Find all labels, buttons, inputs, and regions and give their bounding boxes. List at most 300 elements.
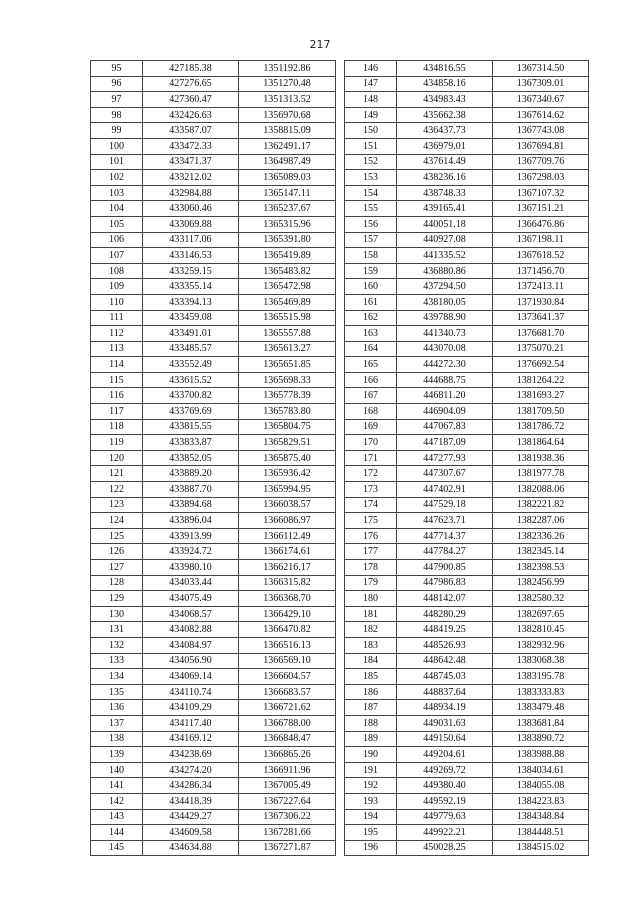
y-coordinate-cell: 1366429.10	[239, 606, 336, 622]
x-coordinate-cell: 448642.48	[397, 653, 493, 669]
point-number-cell: 129	[91, 591, 143, 607]
x-coordinate-cell: 447307.67	[397, 466, 493, 482]
point-number-cell: 145	[91, 840, 143, 856]
point-number-cell: 160	[345, 279, 397, 295]
table-row	[91, 840, 336, 856]
table-row	[91, 388, 336, 404]
x-coordinate-cell: 447277.93	[397, 450, 493, 466]
x-coordinate-cell: 435662.38	[397, 107, 493, 123]
x-coordinate-cell: 449380.40	[397, 778, 493, 794]
y-coordinate-cell: 1384223.83	[493, 793, 589, 809]
point-number-cell: 109	[91, 279, 143, 295]
table-row	[91, 419, 336, 435]
table-row	[91, 107, 336, 123]
table-row	[91, 138, 336, 154]
point-number-cell: 190	[345, 747, 397, 763]
table-row	[345, 326, 589, 342]
y-coordinate-cell: 1366315.82	[239, 575, 336, 591]
x-coordinate-cell: 447067.83	[397, 419, 493, 435]
table-row	[345, 513, 589, 529]
x-coordinate-cell: 434609.58	[143, 825, 239, 841]
point-number-cell: 98	[91, 107, 143, 123]
y-coordinate-cell: 1383195.78	[493, 669, 589, 685]
x-coordinate-cell: 449779.63	[397, 809, 493, 825]
point-number-cell: 159	[345, 263, 397, 279]
y-coordinate-cell: 1366848.47	[239, 731, 336, 747]
x-coordinate-cell: 449204.61	[397, 747, 493, 763]
point-number-cell: 165	[345, 357, 397, 373]
x-coordinate-cell: 449592.19	[397, 793, 493, 809]
x-coordinate-cell: 433887.70	[143, 482, 239, 498]
table-row	[91, 513, 336, 529]
point-number-cell: 153	[345, 170, 397, 186]
point-number-cell: 154	[345, 185, 397, 201]
table-row	[345, 201, 589, 217]
x-coordinate-cell: 432984.88	[143, 185, 239, 201]
point-number-cell: 125	[91, 528, 143, 544]
table-row	[345, 840, 589, 856]
x-coordinate-cell: 438180.05	[397, 294, 493, 310]
table-row	[91, 326, 336, 342]
y-coordinate-cell: 1365778.39	[239, 388, 336, 404]
y-coordinate-cell: 1367743.08	[493, 123, 589, 139]
table-row	[91, 575, 336, 591]
y-coordinate-cell: 1358815.09	[239, 123, 336, 139]
point-number-cell: 169	[345, 419, 397, 435]
x-coordinate-cell: 437294.50	[397, 279, 493, 295]
x-coordinate-cell: 440051.18	[397, 216, 493, 232]
y-coordinate-cell: 1366516.13	[239, 637, 336, 653]
y-coordinate-cell: 1381786.72	[493, 419, 589, 435]
point-number-cell: 97	[91, 92, 143, 108]
y-coordinate-cell: 1367271.87	[239, 840, 336, 856]
coordinates-table-left-body	[91, 61, 336, 856]
y-coordinate-cell: 1366788.00	[239, 715, 336, 731]
x-coordinate-cell: 434075.49	[143, 591, 239, 607]
table-row	[345, 388, 589, 404]
table-row	[345, 263, 589, 279]
x-coordinate-cell: 433889.20	[143, 466, 239, 482]
table-row	[91, 279, 336, 295]
x-coordinate-cell: 433815.55	[143, 419, 239, 435]
table-row	[91, 123, 336, 139]
table-row	[345, 216, 589, 232]
x-coordinate-cell: 433459.08	[143, 310, 239, 326]
x-coordinate-cell: 448745.03	[397, 669, 493, 685]
y-coordinate-cell: 1367618.52	[493, 248, 589, 264]
y-coordinate-cell: 1382287.06	[493, 513, 589, 529]
point-number-cell: 99	[91, 123, 143, 139]
point-number-cell: 164	[345, 341, 397, 357]
point-number-cell: 119	[91, 435, 143, 451]
point-number-cell: 140	[91, 762, 143, 778]
y-coordinate-cell: 1382345.14	[493, 544, 589, 560]
y-coordinate-cell: 1365089.03	[239, 170, 336, 186]
y-coordinate-cell: 1376692.54	[493, 357, 589, 373]
point-number-cell: 158	[345, 248, 397, 264]
table-row	[91, 482, 336, 498]
point-number-cell: 100	[91, 138, 143, 154]
table-row	[91, 310, 336, 326]
x-coordinate-cell: 433833.87	[143, 435, 239, 451]
table-row	[345, 232, 589, 248]
point-number-cell: 172	[345, 466, 397, 482]
table-row	[345, 404, 589, 420]
table-row	[91, 747, 336, 763]
x-coordinate-cell: 447986.83	[397, 575, 493, 591]
table-row	[345, 591, 589, 607]
x-coordinate-cell: 449922.21	[397, 825, 493, 841]
point-number-cell: 161	[345, 294, 397, 310]
table-row	[345, 92, 589, 108]
y-coordinate-cell: 1365315.96	[239, 216, 336, 232]
point-number-cell: 179	[345, 575, 397, 591]
y-coordinate-cell: 1384448.51	[493, 825, 589, 841]
table-row	[345, 107, 589, 123]
point-number-cell: 138	[91, 731, 143, 747]
point-number-cell: 195	[345, 825, 397, 841]
table-row	[91, 700, 336, 716]
y-coordinate-cell: 1367306.22	[239, 809, 336, 825]
y-coordinate-cell: 1381264.22	[493, 372, 589, 388]
y-coordinate-cell: 1382336.26	[493, 528, 589, 544]
table-row	[345, 669, 589, 685]
y-coordinate-cell: 1383479.48	[493, 700, 589, 716]
point-number-cell: 103	[91, 185, 143, 201]
table-row	[91, 76, 336, 92]
point-number-cell: 141	[91, 778, 143, 794]
x-coordinate-cell: 433552.49	[143, 357, 239, 373]
point-number-cell: 134	[91, 669, 143, 685]
x-coordinate-cell: 439165.41	[397, 201, 493, 217]
y-coordinate-cell: 1366604.57	[239, 669, 336, 685]
x-coordinate-cell: 447900.85	[397, 560, 493, 576]
point-number-cell: 155	[345, 201, 397, 217]
y-coordinate-cell: 1384034.61	[493, 762, 589, 778]
point-number-cell: 150	[345, 123, 397, 139]
x-coordinate-cell: 433491.01	[143, 326, 239, 342]
table-row	[345, 466, 589, 482]
y-coordinate-cell: 1382456.99	[493, 575, 589, 591]
x-coordinate-cell: 433355.14	[143, 279, 239, 295]
point-number-cell: 124	[91, 513, 143, 529]
point-number-cell: 107	[91, 248, 143, 264]
point-number-cell: 135	[91, 684, 143, 700]
x-coordinate-cell: 440927.08	[397, 232, 493, 248]
x-coordinate-cell: 434816.55	[397, 61, 493, 77]
x-coordinate-cell: 450028.25	[397, 840, 493, 856]
table-row	[345, 653, 589, 669]
x-coordinate-cell: 433896.04	[143, 513, 239, 529]
point-number-cell: 102	[91, 170, 143, 186]
y-coordinate-cell: 1365147.11	[239, 185, 336, 201]
point-number-cell: 117	[91, 404, 143, 420]
point-number-cell: 181	[345, 606, 397, 622]
coordinates-table-right-body	[345, 61, 589, 856]
y-coordinate-cell: 1365698.33	[239, 372, 336, 388]
point-number-cell: 122	[91, 482, 143, 498]
table-row	[91, 778, 336, 794]
y-coordinate-cell: 1365515.98	[239, 310, 336, 326]
x-coordinate-cell: 438236.16	[397, 170, 493, 186]
y-coordinate-cell: 1366865.26	[239, 747, 336, 763]
table-row	[345, 528, 589, 544]
table-row	[345, 778, 589, 794]
point-number-cell: 131	[91, 622, 143, 638]
table-row	[91, 731, 336, 747]
table-row	[91, 248, 336, 264]
point-number-cell: 170	[345, 435, 397, 451]
y-coordinate-cell: 1382810.45	[493, 622, 589, 638]
x-coordinate-cell: 441340.73	[397, 326, 493, 342]
x-coordinate-cell: 436880.86	[397, 263, 493, 279]
point-number-cell: 114	[91, 357, 143, 373]
x-coordinate-cell: 433924.72	[143, 544, 239, 560]
point-number-cell: 132	[91, 637, 143, 653]
y-coordinate-cell: 1366683.57	[239, 684, 336, 700]
point-number-cell: 120	[91, 450, 143, 466]
y-coordinate-cell: 1381693.27	[493, 388, 589, 404]
y-coordinate-cell: 1383681.84	[493, 715, 589, 731]
table-row	[345, 185, 589, 201]
table-row	[91, 170, 336, 186]
x-coordinate-cell: 433485.57	[143, 341, 239, 357]
x-coordinate-cell: 427360.47	[143, 92, 239, 108]
y-coordinate-cell: 1384348.84	[493, 809, 589, 825]
point-number-cell: 101	[91, 154, 143, 170]
x-coordinate-cell: 433060.46	[143, 201, 239, 217]
point-number-cell: 95	[91, 61, 143, 77]
y-coordinate-cell: 1365651.85	[239, 357, 336, 373]
point-number-cell: 127	[91, 560, 143, 576]
y-coordinate-cell: 1367227.64	[239, 793, 336, 809]
y-coordinate-cell: 1366470.82	[239, 622, 336, 638]
y-coordinate-cell: 1366038.57	[239, 497, 336, 513]
table-row	[91, 154, 336, 170]
point-number-cell: 148	[345, 92, 397, 108]
table-row	[345, 560, 589, 576]
x-coordinate-cell: 433146.53	[143, 248, 239, 264]
point-number-cell: 174	[345, 497, 397, 513]
point-number-cell: 156	[345, 216, 397, 232]
table-row	[345, 793, 589, 809]
x-coordinate-cell: 447714.37	[397, 528, 493, 544]
x-coordinate-cell: 447784.27	[397, 544, 493, 560]
point-number-cell: 110	[91, 294, 143, 310]
point-number-cell: 163	[345, 326, 397, 342]
point-number-cell: 151	[345, 138, 397, 154]
point-number-cell: 171	[345, 450, 397, 466]
table-row	[345, 622, 589, 638]
table-row	[345, 341, 589, 357]
x-coordinate-cell: 449031.63	[397, 715, 493, 731]
x-coordinate-cell: 438748.33	[397, 185, 493, 201]
x-coordinate-cell: 434429.27	[143, 809, 239, 825]
x-coordinate-cell: 436979.01	[397, 138, 493, 154]
table-row	[91, 825, 336, 841]
y-coordinate-cell: 1367005.49	[239, 778, 336, 794]
x-coordinate-cell: 433615.52	[143, 372, 239, 388]
table-row	[345, 294, 589, 310]
point-number-cell: 139	[91, 747, 143, 763]
x-coordinate-cell: 449269.72	[397, 762, 493, 778]
y-coordinate-cell: 1365483.82	[239, 263, 336, 279]
x-coordinate-cell: 432426.63	[143, 107, 239, 123]
y-coordinate-cell: 1381977.78	[493, 466, 589, 482]
x-coordinate-cell: 448142.07	[397, 591, 493, 607]
table-row	[345, 310, 589, 326]
y-coordinate-cell: 1362491.17	[239, 138, 336, 154]
x-coordinate-cell: 434082.88	[143, 622, 239, 638]
x-coordinate-cell: 434033.44	[143, 575, 239, 591]
point-number-cell: 137	[91, 715, 143, 731]
table-row	[91, 404, 336, 420]
x-coordinate-cell: 434238.69	[143, 747, 239, 763]
table-row	[91, 497, 336, 513]
table-row	[91, 560, 336, 576]
point-number-cell: 116	[91, 388, 143, 404]
table-row	[345, 170, 589, 186]
y-coordinate-cell: 1367309.01	[493, 76, 589, 92]
x-coordinate-cell: 434110.74	[143, 684, 239, 700]
y-coordinate-cell: 1381709.50	[493, 404, 589, 420]
x-coordinate-cell: 434858.16	[397, 76, 493, 92]
table-row	[345, 450, 589, 466]
point-number-cell: 178	[345, 560, 397, 576]
point-number-cell: 186	[345, 684, 397, 700]
table-row	[345, 372, 589, 388]
point-number-cell: 176	[345, 528, 397, 544]
table-row	[345, 747, 589, 763]
y-coordinate-cell: 1365391.80	[239, 232, 336, 248]
point-number-cell: 147	[345, 76, 397, 92]
x-coordinate-cell: 446811.20	[397, 388, 493, 404]
table-row	[345, 497, 589, 513]
x-coordinate-cell: 434169.12	[143, 731, 239, 747]
point-number-cell: 144	[91, 825, 143, 841]
x-coordinate-cell: 434069.14	[143, 669, 239, 685]
table-row	[345, 575, 589, 591]
point-number-cell: 149	[345, 107, 397, 123]
table-row	[91, 294, 336, 310]
table-row	[91, 622, 336, 638]
table-row	[91, 450, 336, 466]
point-number-cell: 187	[345, 700, 397, 716]
point-number-cell: 104	[91, 201, 143, 217]
x-coordinate-cell: 436437.73	[397, 123, 493, 139]
y-coordinate-cell: 1365557.88	[239, 326, 336, 342]
y-coordinate-cell: 1367151.21	[493, 201, 589, 217]
y-coordinate-cell: 1365419.89	[239, 248, 336, 264]
y-coordinate-cell: 1384515.02	[493, 840, 589, 856]
table-row	[91, 61, 336, 77]
y-coordinate-cell: 1383333.83	[493, 684, 589, 700]
point-number-cell: 183	[345, 637, 397, 653]
table-row	[91, 185, 336, 201]
table-row	[91, 341, 336, 357]
y-coordinate-cell: 1365472.98	[239, 279, 336, 295]
y-coordinate-cell: 1366721.62	[239, 700, 336, 716]
table-row	[345, 825, 589, 841]
point-number-cell: 111	[91, 310, 143, 326]
table-row	[91, 435, 336, 451]
y-coordinate-cell: 1365829.51	[239, 435, 336, 451]
x-coordinate-cell: 434084.97	[143, 637, 239, 653]
y-coordinate-cell: 1366476.86	[493, 216, 589, 232]
y-coordinate-cell: 1384055.08	[493, 778, 589, 794]
x-coordinate-cell: 433117.06	[143, 232, 239, 248]
point-number-cell: 146	[345, 61, 397, 77]
y-coordinate-cell: 1365994.95	[239, 482, 336, 498]
table-row	[345, 544, 589, 560]
table-row	[91, 684, 336, 700]
point-number-cell: 177	[345, 544, 397, 560]
point-number-cell: 126	[91, 544, 143, 560]
x-coordinate-cell: 433394.13	[143, 294, 239, 310]
x-coordinate-cell: 437614.49	[397, 154, 493, 170]
y-coordinate-cell: 1367198.11	[493, 232, 589, 248]
point-number-cell: 184	[345, 653, 397, 669]
table-row	[91, 793, 336, 809]
y-coordinate-cell: 1383890.72	[493, 731, 589, 747]
y-coordinate-cell: 1364987.49	[239, 154, 336, 170]
y-coordinate-cell: 1356970.68	[239, 107, 336, 123]
x-coordinate-cell: 447529.18	[397, 497, 493, 513]
y-coordinate-cell: 1351313.52	[239, 92, 336, 108]
table-row	[345, 700, 589, 716]
y-coordinate-cell: 1367709.76	[493, 154, 589, 170]
coordinates-table-left	[90, 60, 336, 856]
y-coordinate-cell: 1382697.65	[493, 606, 589, 622]
table-row	[91, 637, 336, 653]
x-coordinate-cell: 434274.20	[143, 762, 239, 778]
point-number-cell: 123	[91, 497, 143, 513]
x-coordinate-cell: 448419.25	[397, 622, 493, 638]
table-row	[345, 248, 589, 264]
table-row	[91, 201, 336, 217]
x-coordinate-cell: 448837.64	[397, 684, 493, 700]
x-coordinate-cell: 447187.09	[397, 435, 493, 451]
y-coordinate-cell: 1351270.48	[239, 76, 336, 92]
y-coordinate-cell: 1371456.70	[493, 263, 589, 279]
y-coordinate-cell: 1351192.86	[239, 61, 336, 77]
x-coordinate-cell: 433472.33	[143, 138, 239, 154]
table-row	[345, 731, 589, 747]
table-row	[91, 466, 336, 482]
x-coordinate-cell: 448280.29	[397, 606, 493, 622]
point-number-cell: 166	[345, 372, 397, 388]
y-coordinate-cell: 1367298.03	[493, 170, 589, 186]
point-number-cell: 193	[345, 793, 397, 809]
x-coordinate-cell: 427185.38	[143, 61, 239, 77]
coordinates-table-right	[344, 60, 589, 856]
table-row	[345, 357, 589, 373]
x-coordinate-cell: 443070.08	[397, 341, 493, 357]
y-coordinate-cell: 1367314.50	[493, 61, 589, 77]
point-number-cell: 189	[345, 731, 397, 747]
y-coordinate-cell: 1365804.75	[239, 419, 336, 435]
y-coordinate-cell: 1366911.96	[239, 762, 336, 778]
point-number-cell: 113	[91, 341, 143, 357]
table-row	[91, 653, 336, 669]
point-number-cell: 180	[345, 591, 397, 607]
point-number-cell: 188	[345, 715, 397, 731]
table-row	[91, 372, 336, 388]
table-row	[91, 528, 336, 544]
y-coordinate-cell: 1366569.10	[239, 653, 336, 669]
x-coordinate-cell: 434068.57	[143, 606, 239, 622]
x-coordinate-cell: 434056.90	[143, 653, 239, 669]
